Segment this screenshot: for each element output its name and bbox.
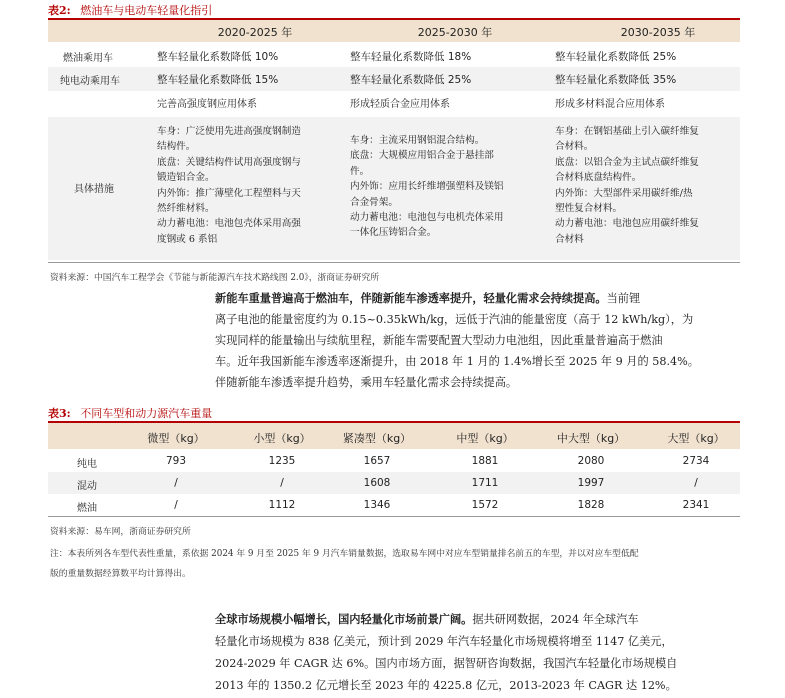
table3-row-label-ev: 纯电 (77, 459, 97, 470)
table2-cell: 形成多材料混合应用体系 (555, 99, 665, 110)
table3-cell: / (280, 477, 284, 489)
paragraph-market-size (215, 608, 745, 697)
table2-source: 资料来源：中国汽车工程学会《节能与新能源汽车技术路线图 2.0》，浙商证券研究所 (50, 273, 380, 283)
table3-row-label-hybrid: 混动 (77, 481, 97, 492)
measure-line: 件。 (350, 165, 370, 177)
table2-measures-label: 具体措施 (74, 184, 114, 195)
table3-cell: 1881 (471, 455, 499, 467)
table2-header-2030: 2030-2035 年 (620, 26, 696, 39)
table3-cell: 1572 (471, 499, 499, 511)
paragraph-line: 伴随新能车渗透率提升趋势，乘用车轻量化需求会持续提高。 (215, 376, 518, 389)
table3-header-small: 小型（kg） (253, 432, 311, 445)
table3-note-line: 注：本表所列各车型代表性重量，系依据 2024 年 9 月至 2025 年 9 月汽车销量数据，选取易车网中对应车型销量排名前五的车型，并以对应车型低配 (50, 549, 639, 559)
measure-line: 底盘：关键结构件试用高强度钢与 (157, 156, 301, 168)
measure-line: 度钢或 6 系铝 (157, 233, 218, 245)
table3-cell: 1112 (268, 499, 296, 511)
paragraph-line: 当前锂 (606, 292, 641, 305)
table2-cell: 完善高强度钢应用体系 (157, 99, 257, 110)
paragraph-line: 2013 年的 1350.2 亿元增长至 2023 年的 4225.8 亿元，2013-2023 年 CAGR 达 12%。 (215, 679, 677, 692)
table2-measures-col3 (555, 124, 699, 247)
table3-cell: 1997 (577, 477, 605, 489)
table2-cell: 整车轻量化系数降低 25% (555, 51, 677, 63)
table3-cell: 1608 (363, 477, 391, 489)
table3-header-large: 大型（kg） (667, 432, 725, 445)
table3-cell: 1657 (363, 455, 391, 467)
table3-source: 资料来源：易车网，浙商证券研究所 (50, 527, 191, 537)
measure-line: 车身：广泛使用先进高强度钢制造 (157, 126, 301, 137)
table2-cell: 形成轻质合金应用体系 (350, 99, 450, 110)
measure-line: 合材料。 (555, 141, 594, 153)
table2-cell: 整车轻量化系数降低 15% (157, 74, 279, 86)
table2-caption-title: 燃油车与电动车轻量化指引 (80, 4, 213, 17)
table3-cell: 2734 (682, 455, 710, 467)
table2-cell: 整车轻量化系数降低 18% (350, 51, 472, 63)
table2-caption (48, 2, 212, 18)
table3-row-shade (48, 472, 740, 494)
table3-cell: / (174, 477, 178, 489)
table2-cell: 整车轻量化系数降低 25% (350, 74, 472, 86)
measure-line: 一体化压铸铝合金。 (350, 227, 437, 239)
table2-measures-col1 (157, 124, 301, 247)
table2-header-row (48, 20, 740, 42)
table2-header-2020: 2020-2025 年 (217, 26, 293, 39)
measure-line: 合材料底盘结构件。 (555, 172, 642, 184)
table3-bottom-rule (48, 516, 740, 517)
paragraph-line: 轻量化市场规模为 838 亿美元，预计到 2029 年汽车轻量化市场规模将增至 1147 亿美元， (215, 635, 673, 648)
measure-line: 锻造铝合金。 (157, 172, 215, 184)
measure-line: 合材料 (555, 233, 584, 245)
paragraph-line: 据共研网数据，2024 年全球汽车 (472, 613, 639, 626)
measure-line: 然纤维材料。 (157, 203, 215, 215)
paragraph-line: 车。近年我国新能车渗透率逐渐提升，由 2018 年 1 月的 1.4%增长至 2025 年 9 月的 58.4%。 (215, 355, 699, 368)
measure-line: 内外饰：推广薄壁化工程塑料与天 (157, 187, 301, 199)
measure-line: 动力蓄电池：电池包应用碳纤维复 (555, 218, 699, 230)
table2-measures-col2 (350, 133, 504, 241)
table3-header-row (48, 423, 740, 449)
paragraph-ev-weight-lead: 新能车重量普遍高于燃油车，伴随新能车渗透率提升，轻量化需求会持续提高。 (215, 291, 607, 305)
table2-row-label-ev: 纯电动乘用车 (60, 76, 120, 87)
table2-row-label-fuel: 燃油乘用车 (63, 53, 113, 64)
table3-cell: 1346 (363, 499, 391, 511)
table3-header-midlarge: 中大型（kg） (556, 432, 626, 445)
table3-caption-number: 表3: (48, 407, 71, 420)
measure-line: 底盘：大规模应用铝合金于悬挂部 (350, 150, 494, 162)
table3-caption (48, 405, 212, 421)
paragraph-line: 2024-2029 年 CAGR 达 6%。国内市场方面，据智研咨询数据，我国汽车轻量化市场规模自 (215, 657, 678, 670)
paragraph-line: 实现同样的能量输出与续航里程，新能车需要配置大型动力电池组，因此重量普遍高于燃油 (215, 334, 663, 347)
table2-caption-number: 表2: (48, 4, 71, 17)
table3-row-label-fuel: 燃油 (77, 503, 97, 514)
measure-line: 动力蓄电池：电池包壳体采用高强 (157, 218, 301, 230)
table2-bottom-rule (48, 262, 740, 263)
measure-line: 车身：主流采用钢铝混合结构。 (350, 135, 485, 146)
paragraph-ev-weight (215, 288, 745, 393)
paragraph-market-size-lead: 全球市场规模小幅增长，国内轻量化市场前景广阔。 (215, 612, 473, 626)
measure-line: 结构件。 (157, 141, 196, 153)
table2-cell: 整车轻量化系数降低 35% (555, 74, 677, 86)
measure-line: 动力蓄电池：电池包与电机壳体采用 (350, 212, 504, 224)
table2-cell: 整车轻量化系数降低 10% (157, 51, 279, 63)
measure-line: 内外饰：大型部件采用碳纤维/热 (555, 187, 693, 199)
measure-line: 合金骨架。 (350, 196, 398, 208)
table3-cell: 1711 (471, 477, 499, 489)
table2-header-2025: 2025-2030 年 (417, 26, 493, 39)
paragraph-line: 离子电池的能量密度约为 0.15~0.35kWh/kg，远低于汽油的能量密度（高于 12 kWh/kg），为 (215, 313, 694, 326)
table3-cell: / (174, 499, 178, 511)
table3-cell: 2341 (682, 499, 710, 511)
table3-caption-title: 不同车型和动力源汽车重量 (80, 407, 213, 420)
measure-line: 内外饰：应用长纤维增强塑料及镁铝 (350, 181, 504, 193)
table3-header-compact: 紧凑型（kg） (342, 432, 412, 445)
table3-header-mid: 中型（kg） (456, 432, 514, 445)
table3-cell: 1235 (268, 455, 296, 467)
table3-cell: 1828 (577, 499, 605, 511)
measure-line: 塑性复合材料。 (555, 203, 623, 215)
table3-cell: 793 (165, 455, 187, 467)
table3-cell: / (694, 477, 698, 489)
measure-line: 底盘：以铝合金为主试点碳纤维复 (555, 156, 699, 168)
measure-line: 车身：在钢铝基础上引入碳纤维复 (555, 126, 699, 137)
table3-note-line: 版的重量数据经算数平均计算得出。 (50, 569, 191, 579)
table3-header-micro: 微型（kg） (147, 432, 205, 445)
table3-cell: 2080 (577, 455, 605, 467)
